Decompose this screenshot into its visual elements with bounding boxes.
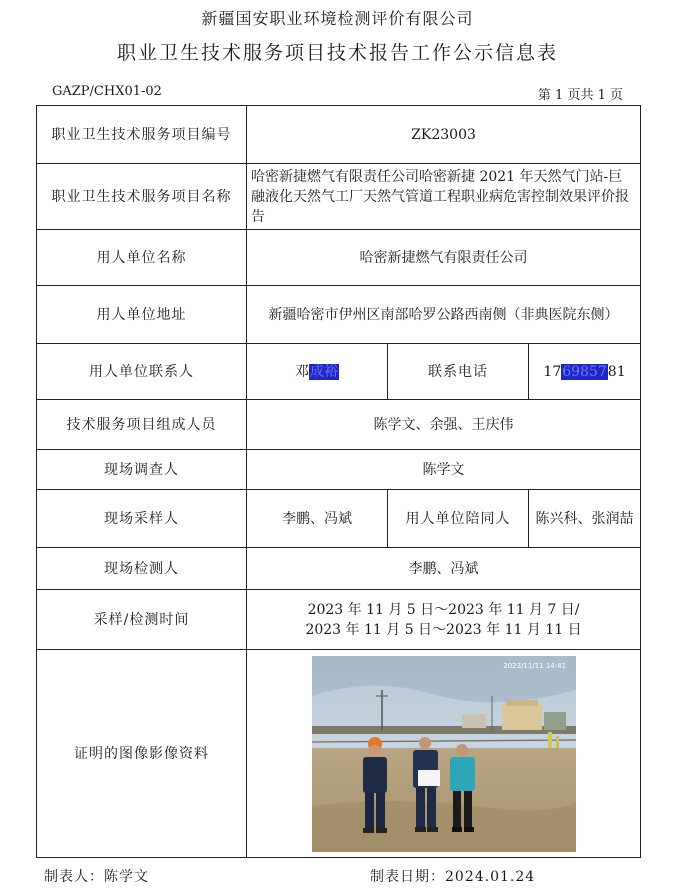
redacted-block: 成裕 <box>310 363 338 380</box>
row-contact <box>37 344 641 400</box>
label-employer-address: 用人单位地址 <box>37 286 247 344</box>
row-survey <box>37 450 641 490</box>
row-testing <box>37 548 641 590</box>
value-testing: 李鹏、冯斌 <box>247 548 641 590</box>
page-title: 职业卫生技术服务项目技术报告工作公示信息表 <box>116 42 558 64</box>
row-project-name <box>37 164 641 230</box>
row-time <box>37 590 641 650</box>
document-code: GAZP/CHX01-02 <box>52 84 162 99</box>
value-employer-address: 新疆哈密市伊州区南部哈罗公路西南侧（非典医院东侧） <box>247 286 641 344</box>
company-name: 新疆国安职业环境检测评价有限公司 <box>201 9 474 28</box>
redacted-block: 69857 <box>562 363 607 380</box>
photo-timestamp: 2023/11/11 14:41 <box>502 661 566 670</box>
label-contact: 用人单位联系人 <box>37 344 247 400</box>
label-phone: 联系电话 <box>388 344 529 400</box>
label-testing: 现场检测人 <box>37 548 247 590</box>
page-info: 第 1 页共 1 页 <box>537 88 623 103</box>
label-project-name: 职业卫生技术服务项目名称 <box>37 164 247 230</box>
value-employer-name: 哈密新捷燃气有限责任公司 <box>247 230 641 286</box>
label-project-no: 职业卫生技术服务项目编号 <box>37 106 247 164</box>
time-line-1: 2023 年 11 月 5 日～2023 年 11 月 7 日/ <box>307 601 580 618</box>
row-employer-address <box>37 286 641 344</box>
value-companion: 陈兴科、张润喆 <box>529 490 641 548</box>
prepared-by: 制表人：陈学文 <box>44 869 149 885</box>
value-project-no: ZK23003 <box>247 106 641 164</box>
value-survey: 陈学文 <box>247 450 641 490</box>
row-employer-name <box>37 230 641 286</box>
label-companion: 用人单位陪同人 <box>388 490 529 548</box>
phone-prefix: 17 <box>543 363 562 380</box>
value-project-name: 哈密新捷燃气有限责任公司哈密新捷 2021 年天然气门站-巨融液化天然气工厂天然气管道工程职业病危害控制效果评价报告 <box>247 164 641 230</box>
label-team: 技术服务项目组成人员 <box>37 400 247 450</box>
value-contact-name <box>247 344 388 400</box>
row-team <box>37 400 641 450</box>
time-line-2: 2023 年 11 月 5 日～2023 年 11 月 11 日 <box>305 621 582 638</box>
value-team: 陈学文、余强、王庆伟 <box>247 400 641 450</box>
label-sampling: 现场采样人 <box>37 490 247 548</box>
label-survey: 现场调查人 <box>37 450 247 490</box>
row-sampling <box>37 490 641 548</box>
value-photo <box>247 650 641 858</box>
label-employer-name: 用人单位名称 <box>37 230 247 286</box>
info-table <box>36 105 641 858</box>
site-photo <box>312 656 576 852</box>
row-photo <box>37 650 641 858</box>
phone-suffix: 81 <box>607 363 626 380</box>
contact-name-visible: 邓 <box>295 363 309 380</box>
value-sampling: 李鹏、冯斌 <box>247 490 388 548</box>
row-project-no <box>37 106 641 164</box>
label-photo: 证明的图像影像资料 <box>37 650 247 858</box>
value-phone <box>529 344 641 400</box>
label-time: 采样/检测时间 <box>37 590 247 650</box>
value-time <box>247 590 641 650</box>
prepared-date: 制表日期：2024.01.24 <box>370 869 536 885</box>
